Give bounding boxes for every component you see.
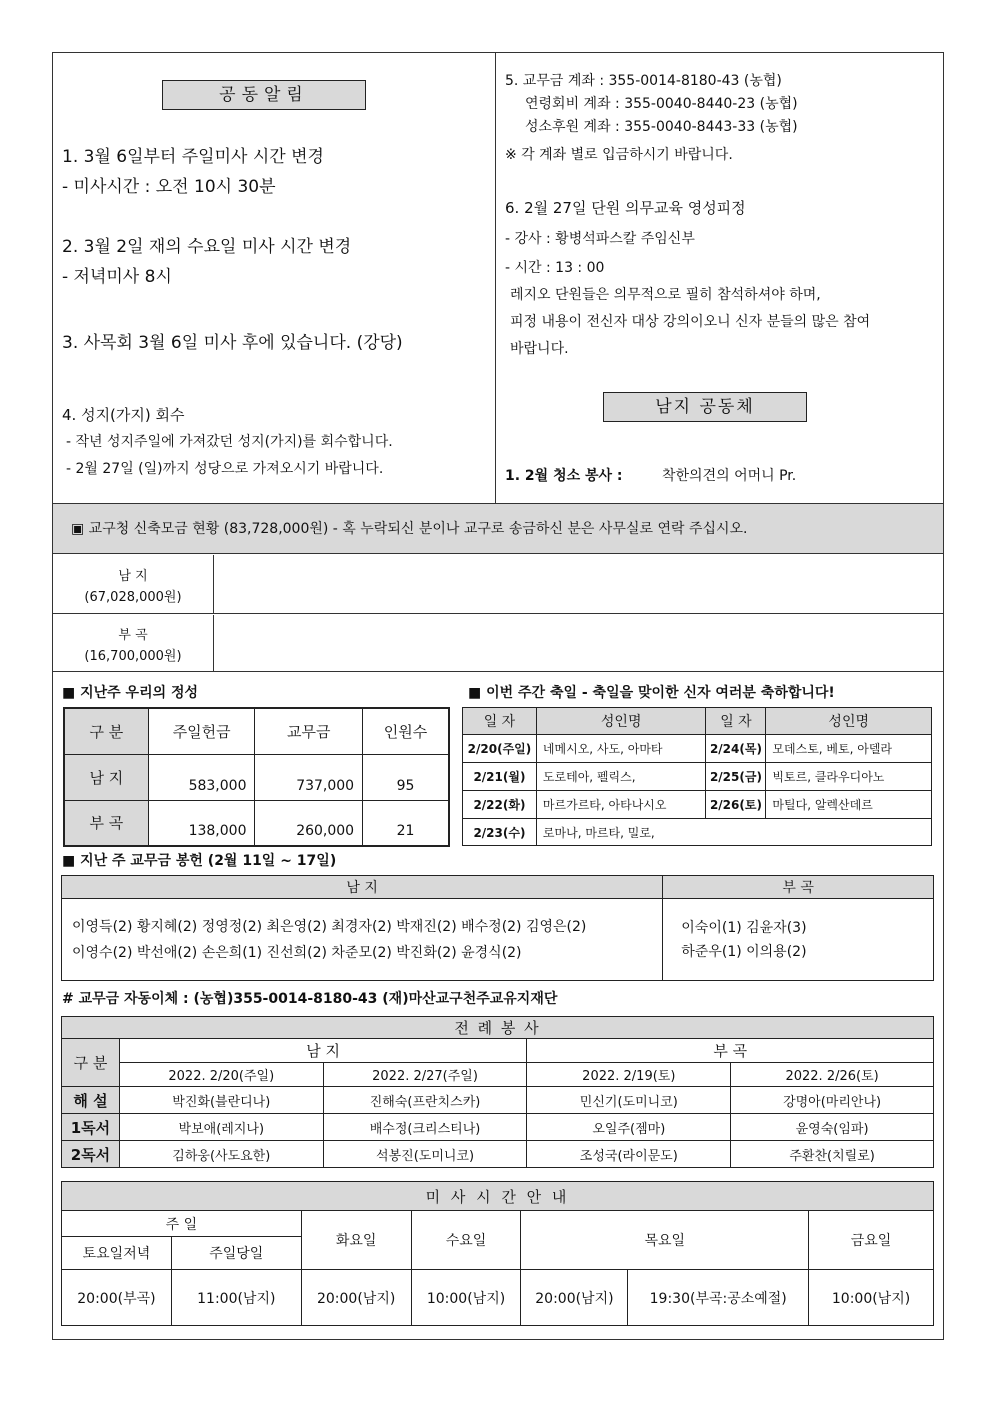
mass-times-row — [62, 1270, 934, 1326]
mass-time: 10:00(남지) — [809, 1270, 934, 1326]
fund-row-divider — [213, 615, 214, 672]
feast-title: ■ 이번 주간 축일 - 축일을 맞이한 신자 여러분 축하합니다! — [468, 685, 835, 701]
feast-table — [462, 707, 932, 846]
fund-row-1 — [53, 555, 943, 614]
mass-sat-eve-header: 토요일저녁 — [62, 1237, 172, 1270]
feast-date: 2/25(금) — [706, 763, 766, 791]
feast-saints: 빅토르, 클라우디아노 — [766, 763, 932, 791]
liturgy-table — [61, 1016, 934, 1168]
liturgy-cell: 조성국(라이문도) — [527, 1141, 731, 1168]
feast-header-date: 일 자 — [706, 708, 766, 735]
tithe-namji-line: 이영수(2) 박선애(2) 손은희(1) 진선희(2) 차준모(2) 박진화(2) 윤경식(2) — [72, 944, 522, 961]
liturgy-cell: 민신기(도미니코) — [527, 1087, 731, 1114]
fund-row-divider — [213, 555, 214, 614]
notice-item4-line1: - 작년 성지주일에 가져갔던 성지(가지)를 회수합니다. — [66, 434, 393, 450]
liturgy-row-label: 해 설 — [62, 1087, 120, 1114]
mass-thu-header: 목요일 — [521, 1211, 809, 1270]
fund-namji-amount: (67,028,000원) — [84, 590, 182, 605]
feast-saints: 도로테아, 펠릭스, — [536, 763, 706, 791]
community-title: 남지 공동체 — [603, 392, 807, 422]
notice-item2-detail: - 저녁미사 8시 — [62, 267, 172, 287]
mass-title: 미 사 시 간 안 내 — [62, 1182, 934, 1211]
feast-date: 2/21(월) — [463, 763, 537, 791]
mass-sun-day-header: 주일당일 — [171, 1237, 301, 1270]
offering-header-gubun: 구 분 — [64, 708, 148, 754]
feast-row — [463, 763, 932, 791]
fund-header: ▣ 교구청 신축모금 현황 (83,728,000원) - 혹 누락되신 분이나 교구로 송금하신 분은 사무실로 연락 주십시오. — [53, 504, 943, 554]
notice-item1-title: 1. 3월 6일부터 주일미사 시간 변경 — [62, 147, 324, 167]
mass-wed-header: 수요일 — [411, 1211, 521, 1270]
tithe-table — [61, 875, 934, 981]
notice-item4-line2: - 2월 27일 (일)까지 성당으로 가져오시기 바랍니다. — [66, 461, 384, 477]
liturgy-cell: 박진화(블란디나) — [119, 1087, 323, 1114]
notice-item5-line3: 성소후원 계좌 : 355-0040-8443-33 (농협) — [525, 119, 798, 135]
feast-header-saint: 성인명 — [536, 708, 706, 735]
feast-row — [463, 819, 932, 846]
liturgy-cell: 주환찬(치릴로) — [731, 1141, 934, 1168]
liturgy-bugok: 부 곡 — [527, 1039, 934, 1063]
tithe-namji-line: 이영득(2) 황지혜(2) 정영정(2) 최은영(2) 최경자(2) 박재진(2) 배수정(2) 김영은(2) — [72, 918, 587, 935]
liturgy-row — [62, 1087, 934, 1114]
liturgy-date: 2022. 2/27(주일) — [323, 1063, 527, 1087]
notice-item6-body2: 피정 내용이 전신자 대상 강의이오니 신자 분들의 많은 참여 — [510, 314, 871, 330]
offering-title: ■ 지난주 우리의 정성 — [62, 685, 199, 701]
feast-header-saint: 성인명 — [766, 708, 932, 735]
feast-header-date: 일 자 — [463, 708, 537, 735]
mass-tue-header: 화요일 — [301, 1211, 411, 1270]
notice-item6-body1: 레지오 단원들은 의무적으로 필히 참석하셔야 하며, — [510, 287, 821, 303]
offering-header-sunday: 주일헌금 — [148, 708, 255, 754]
notice-item6-time: - 시간 : 13 : 00 — [505, 260, 605, 276]
tithe-header-namji: 남 지 — [62, 876, 663, 899]
fund-bugok-name: 부 곡 — [118, 628, 148, 643]
feast-saints: 로마나, 마르타, 밀로, — [536, 819, 931, 846]
feast-date: 2/20(주일) — [463, 735, 537, 763]
offering-table — [63, 707, 450, 847]
tithe-bugok-cell — [663, 899, 934, 981]
tithe-bugok-line: 이숙이(1) 김윤자(3) — [681, 919, 807, 936]
feast-saints: 마르가르타, 아타나시오 — [536, 791, 706, 819]
cleaning-value: 착한의견의 어머니 Pr. — [662, 468, 797, 484]
mass-time: 20:00(남지) — [521, 1270, 628, 1326]
notice-item6-lecturer: - 강사 : 황병석파스칼 주임신부 — [505, 231, 695, 247]
liturgy-cell: 강명아(마리안나) — [731, 1087, 934, 1114]
notice-item6-body3: 바랍니다. — [510, 341, 569, 357]
mass-time: 20:00(남지) — [301, 1270, 411, 1326]
fund-bugok-amount: (16,700,000원) — [84, 649, 182, 664]
feast-date: 2/24(목) — [706, 735, 766, 763]
liturgy-title: 전 례 봉 사 — [62, 1017, 934, 1039]
feast-saints: 모데스토, 베토, 아델라 — [766, 735, 932, 763]
offering-count-value: 95 — [363, 754, 449, 800]
cleaning-label: 1. 2월 청소 봉사 : — [505, 468, 623, 484]
mass-fri-header: 금요일 — [809, 1211, 934, 1270]
offering-count-value: 21 — [363, 800, 449, 846]
mass-time: 19:30(부곡:공소예절) — [628, 1270, 809, 1326]
notice-item5-line1: 5. 교무금 계좌 : 355-0014-8180-43 (농협) — [505, 73, 782, 89]
offering-header-count: 인원수 — [363, 708, 449, 754]
top-divider — [495, 52, 496, 503]
mass-time: 11:00(남지) — [171, 1270, 301, 1326]
liturgy-cell: 배수정(크리스티나) — [323, 1114, 527, 1141]
notice-item5-line2: 연령회비 계좌 : 355-0040-8440-23 (농협) — [525, 96, 798, 112]
notice-item4-title: 4. 성지(가지) 회수 — [62, 406, 185, 424]
mass-time: 20:00(부곡) — [62, 1270, 172, 1326]
liturgy-cell: 박보애(레지나) — [119, 1114, 323, 1141]
feast-row — [463, 791, 932, 819]
offering-row-label: 부 곡 — [64, 800, 148, 846]
liturgy-date: 2022. 2/19(토) — [527, 1063, 731, 1087]
offering-row — [64, 754, 449, 800]
liturgy-date: 2022. 2/20(주일) — [119, 1063, 323, 1087]
liturgy-row — [62, 1141, 934, 1168]
tithe-header-bugok: 부 곡 — [663, 876, 934, 899]
feast-saints: 마틸다, 알렉산데르 — [766, 791, 932, 819]
feast-date: 2/22(화) — [463, 791, 537, 819]
liturgy-row-label: 2독서 — [62, 1141, 120, 1168]
mass-sunday-header: 주 일 — [62, 1211, 302, 1237]
notice-item1-detail: - 미사시간 : 오전 10시 30분 — [62, 177, 276, 197]
mass-time: 10:00(남지) — [411, 1270, 521, 1326]
liturgy-date: 2022. 2/26(토) — [731, 1063, 934, 1087]
liturgy-namji: 남 지 — [119, 1039, 527, 1063]
liturgy-cell: 윤영숙(임파) — [731, 1114, 934, 1141]
liturgy-gubun: 구 분 — [62, 1039, 120, 1087]
liturgy-cell: 진해숙(프란치스카) — [323, 1087, 527, 1114]
fund-namji-name: 남 지 — [118, 569, 148, 584]
offering-tithe-value: 737,000 — [255, 754, 363, 800]
tithe-title: ■ 지난 주 교무금 봉헌 (2월 11일 ~ 17일) — [62, 853, 337, 869]
fund-row-2 — [53, 615, 943, 672]
offering-sunday-value: 583,000 — [148, 754, 255, 800]
autopay-note: # 교무금 자동이체 : (농협)355-0014-8180-43 (재)마산교구천주교유지재단 — [62, 991, 558, 1007]
feast-row — [463, 735, 932, 763]
liturgy-cell: 김하웅(사도요한) — [119, 1141, 323, 1168]
notice-item6-title: 6. 2월 27일 단원 의무교육 영성피정 — [505, 199, 746, 217]
liturgy-cell: 석봉진(도미니코) — [323, 1141, 527, 1168]
tithe-bugok-line: 하준우(1) 이의용(2) — [681, 943, 807, 960]
notice-item3: 3. 사목회 3월 6일 미사 후에 있습니다. (강당) — [62, 333, 403, 353]
feast-saints: 네메시오, 사도, 아마타 — [536, 735, 706, 763]
notice-title: 공동알림 — [162, 80, 366, 110]
tithe-namji-cell — [62, 899, 663, 981]
offering-tithe-value: 260,000 — [255, 800, 363, 846]
liturgy-row — [62, 1114, 934, 1141]
mass-table — [61, 1181, 934, 1326]
offering-header-tithe: 교무금 — [255, 708, 363, 754]
notice-item2-title: 2. 3월 2일 재의 수요일 미사 시간 변경 — [62, 237, 352, 257]
offering-row-label: 남 지 — [64, 754, 148, 800]
liturgy-cell: 오일주(젬마) — [527, 1114, 731, 1141]
notice-item5-note: ※ 각 계좌 별로 입금하시기 바랍니다. — [505, 147, 733, 163]
feast-date: 2/26(토) — [706, 791, 766, 819]
offering-row — [64, 800, 449, 846]
liturgy-row-label: 1독서 — [62, 1114, 120, 1141]
feast-date: 2/23(수) — [463, 819, 537, 846]
offering-sunday-value: 138,000 — [148, 800, 255, 846]
